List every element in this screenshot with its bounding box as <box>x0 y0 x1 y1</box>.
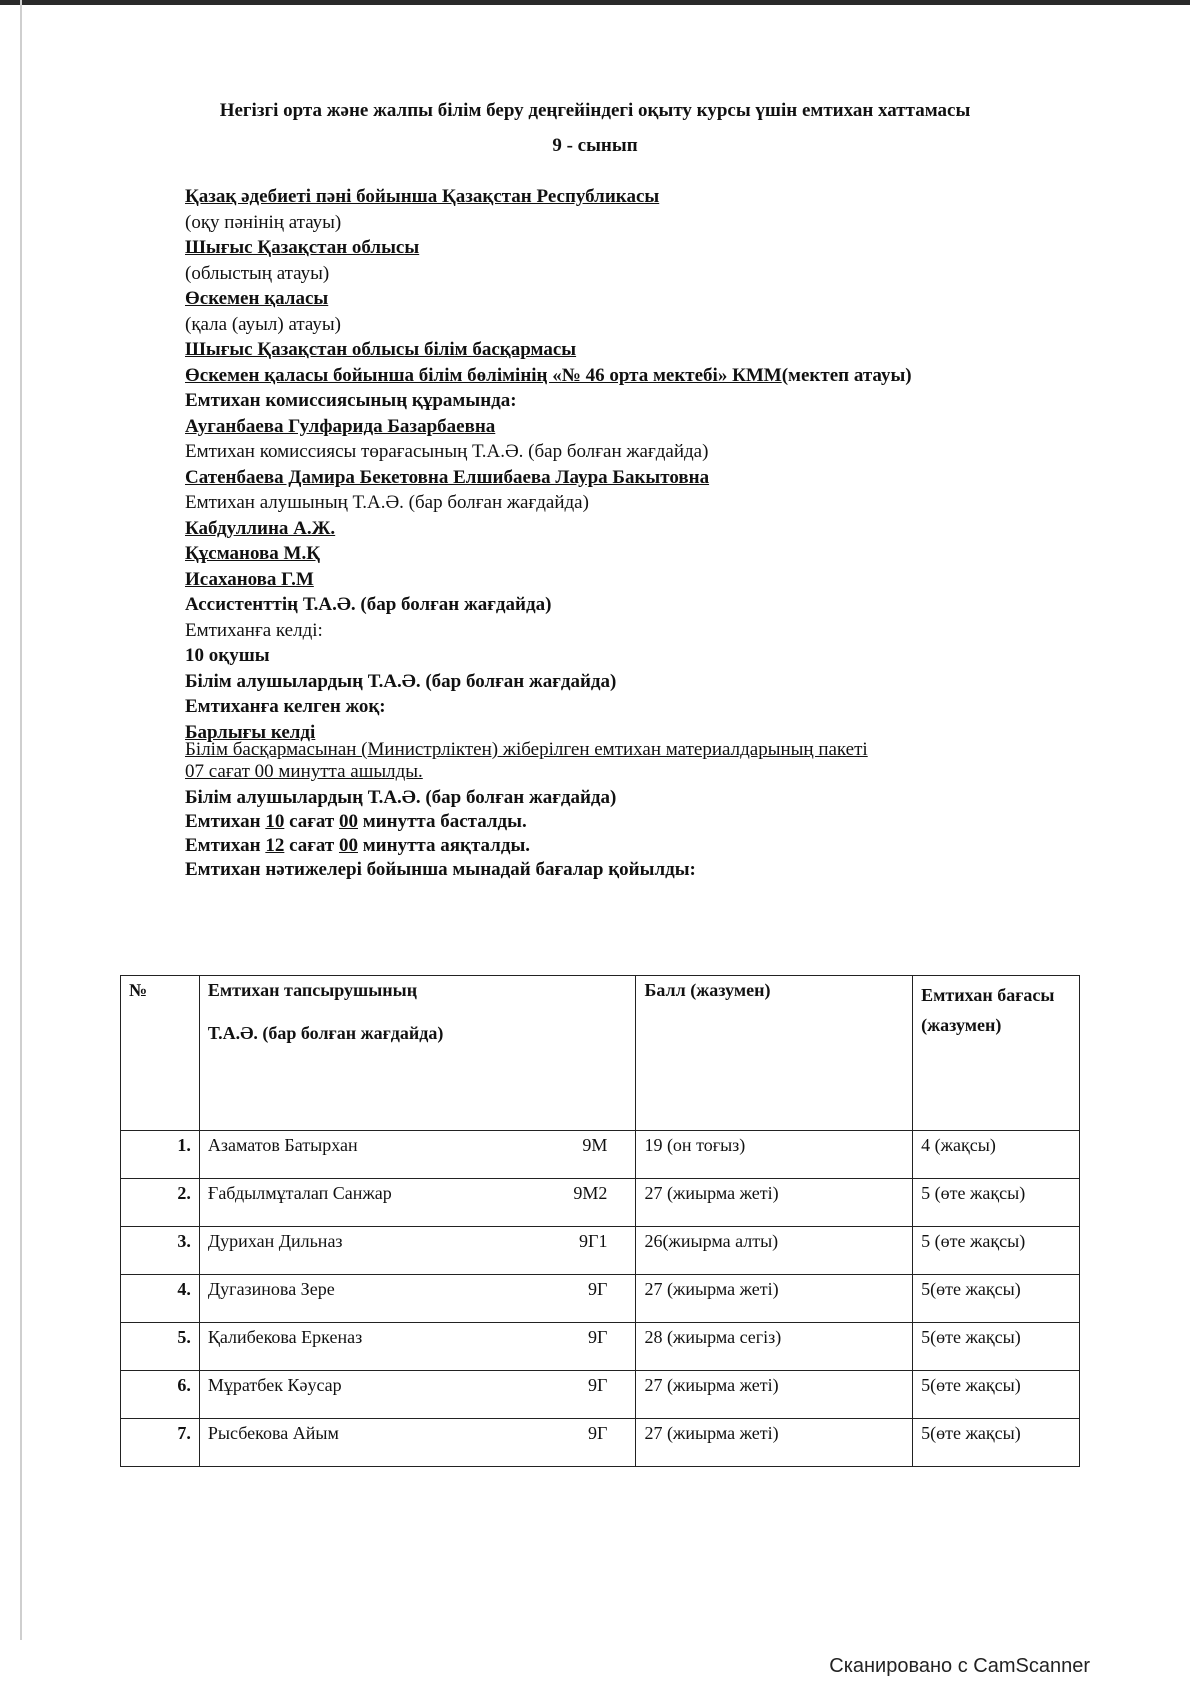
row-student <box>199 1179 636 1227</box>
row-number: 4. <box>121 1275 200 1323</box>
row-student <box>199 1323 636 1371</box>
protocol-line-text: Ауганбаева Гулфарида Базарбаевна <box>185 415 496 437</box>
results-body <box>121 1131 1080 1467</box>
protocol-line-text: 10 оқушы <box>185 645 270 666</box>
protocol-line-text: Ассистенттің Т.А.Ә. (бар болған жағдайда) <box>185 594 552 615</box>
row-grade: 5(өте жақсы) <box>913 1419 1080 1467</box>
row-student <box>199 1227 636 1275</box>
results-table <box>120 975 1080 1467</box>
protocol-line-text: Шығыс Қазақстан облысы білім басқармасы <box>185 339 577 360</box>
row-number: 6. <box>121 1371 200 1419</box>
student-class: 9Г1 <box>579 1231 608 1251</box>
protocol-line-text: Құсманова М.Қ <box>185 543 320 564</box>
protocol-line <box>185 236 419 260</box>
protocol-line <box>185 517 335 541</box>
scan-top-edge <box>0 0 1190 5</box>
student-class: 9М <box>582 1135 608 1155</box>
header-name-line-2: Т.А.Ә. (бар болған жағдайда) <box>207 1023 444 1043</box>
protocol-line <box>185 593 551 617</box>
student-name: Дугазинова Зере <box>207 1279 335 1299</box>
protocol-line-text: (қала (ауыл) атауы) <box>185 313 341 335</box>
protocol-line <box>185 568 314 592</box>
row-number: 5. <box>121 1323 200 1371</box>
document-title: Негізгі орта және жалпы білім беру деңгейіндегі оқыту курсы үшін емтихан хаттамасы <box>219 100 971 121</box>
protocol-line-text: Емтиханға келді: <box>185 619 323 641</box>
student-name: Ғабдылмұталап Санжар <box>207 1183 392 1203</box>
table-row <box>121 1227 1080 1275</box>
protocol-line-text: Емтихан комиссиясы төрағасының Т.А.Ә. (бар болған жағдайда) <box>185 441 709 462</box>
protocol-line <box>185 695 386 719</box>
row-score: 27 (жиырма жеті) <box>636 1371 913 1419</box>
protocol-line <box>185 644 270 668</box>
package-line-1: Білім басқармасынан (Министрліктен) жіберілген емтихан материалдарының пакеті <box>185 739 868 760</box>
scanner-watermark: Сканировано с CamScanner <box>829 1655 1090 1677</box>
protocol-line <box>185 185 659 209</box>
protocol-line-text: Исаханова Г.М <box>185 568 314 590</box>
row-student <box>199 1419 636 1467</box>
student-name: Дурихан Дильназ <box>207 1231 343 1251</box>
protocol-line-text: Сатенбаева Дамира Бекетовна Елшибаева Лаура Бакытовна <box>185 466 710 488</box>
protocol-line-text: Өскемен қаласы <box>185 288 329 309</box>
protocol-line-text: Шығыс Қазақстан облысы <box>185 237 420 258</box>
protocol-line-text: Қазақ әдебиеті пәні бойынша Қазақстан Республикасы <box>185 186 660 207</box>
exam-start-line: Емтихан 10 сағат 00 минутта басталды. <box>185 811 527 832</box>
row-grade: 5(өте жақсы) <box>913 1275 1080 1323</box>
student-name: Мұратбек Кәусар <box>207 1375 342 1395</box>
grades-intro: Емтихан нәтижелері бойынша мынадай бағалар қойылды: <box>185 859 696 880</box>
header-grade: Емтихан бағасы (жазумен) <box>913 976 1080 1131</box>
table-row <box>121 1131 1080 1179</box>
row-student <box>199 1275 636 1323</box>
row-grade: 5 (өте жақсы) <box>913 1227 1080 1275</box>
protocol-line <box>185 211 341 235</box>
header-name <box>199 976 636 1131</box>
table-row <box>121 1179 1080 1227</box>
results-header-row <box>121 976 1080 1131</box>
package-line-2: 07 сағат 00 минутта ашылды. <box>185 761 423 782</box>
protocol-line-text: Емтиханға келген жоқ: <box>185 696 386 717</box>
header-score: Балл (жазумен) <box>636 976 913 1131</box>
row-score: 26(жиырма алты) <box>636 1227 913 1275</box>
row-score: 27 (жиырма жеті) <box>636 1419 913 1467</box>
table-row <box>121 1323 1080 1371</box>
scan-left-edge <box>20 0 22 1640</box>
protocol-line-suffix: (мектеп атауы) <box>781 364 912 386</box>
protocol-line <box>185 262 329 286</box>
student-class: 9М2 <box>573 1183 608 1203</box>
protocol-line <box>185 389 517 413</box>
protocol-line-text: Барлығы келді <box>185 721 316 743</box>
protocol-line <box>185 415 495 439</box>
protocol-line <box>185 619 323 643</box>
student-name: Рысбекова Айым <box>207 1423 339 1443</box>
row-number: 2. <box>121 1179 200 1227</box>
student-name: Қалибекова Еркеназ <box>207 1327 363 1347</box>
student-class: 9Г <box>588 1375 608 1395</box>
row-grade: 5 (өте жақсы) <box>913 1179 1080 1227</box>
header-number: № <box>121 976 200 1131</box>
table-row <box>121 1275 1080 1323</box>
student-name: Азаматов Батырхан <box>207 1135 358 1155</box>
protocol-line <box>185 338 576 362</box>
table-row <box>121 1419 1080 1467</box>
header-name-line-1: Емтихан тапсырушының <box>207 980 418 1000</box>
protocol-line <box>185 287 328 311</box>
students-line: Білім алушылардың Т.А.Ә. (бар болған жағдайда) <box>185 787 617 808</box>
protocol-line <box>185 313 341 337</box>
row-number: 7. <box>121 1419 200 1467</box>
row-student <box>199 1371 636 1419</box>
row-score: 28 (жиырма сегіз) <box>636 1323 913 1371</box>
protocol-line <box>185 364 912 388</box>
protocol-line <box>185 466 709 490</box>
student-class: 9Г <box>588 1279 608 1299</box>
protocol-line-text: (облыстың атауы) <box>185 262 330 284</box>
row-grade: 5(өте жақсы) <box>913 1323 1080 1371</box>
protocol-line-text: Білім алушылардың Т.А.Ә. (бар болған жағдайда) <box>185 670 617 692</box>
row-number: 1. <box>121 1131 200 1179</box>
protocol-line-text: Өскемен қаласы бойынша білім бөлімінің «№ 46 орта мектебі» КММ <box>185 364 782 386</box>
protocol-line-text: (оқу пәнінің атауы) <box>185 211 342 233</box>
row-score: 27 (жиырма жеті) <box>636 1275 913 1323</box>
protocol-line <box>185 542 320 566</box>
table-row <box>121 1371 1080 1419</box>
exam-end-line: Емтихан 12 сағат 00 минутта аяқталды. <box>185 835 531 856</box>
protocol-line-text: Кабдуллина А.Ж. <box>185 517 336 539</box>
protocol-line-text: Емтихан комиссиясының құрамында: <box>185 390 517 411</box>
document-grade: 9 - сынып <box>552 135 638 156</box>
student-class: 9Г <box>588 1327 608 1347</box>
protocol-line <box>185 491 589 515</box>
row-grade: 4 (жақсы) <box>913 1131 1080 1179</box>
protocol-line <box>185 670 616 694</box>
row-score: 27 (жиырма жеті) <box>636 1179 913 1227</box>
protocol-line-text: Емтихан алушының Т.А.Ә. (бар болған жағдайда) <box>185 492 589 513</box>
row-score: 19 (он тоғыз) <box>636 1131 913 1179</box>
row-student <box>199 1131 636 1179</box>
row-grade: 5(өте жақсы) <box>913 1371 1080 1419</box>
row-number: 3. <box>121 1227 200 1275</box>
protocol-line <box>185 440 708 464</box>
student-class: 9Г <box>588 1423 608 1443</box>
